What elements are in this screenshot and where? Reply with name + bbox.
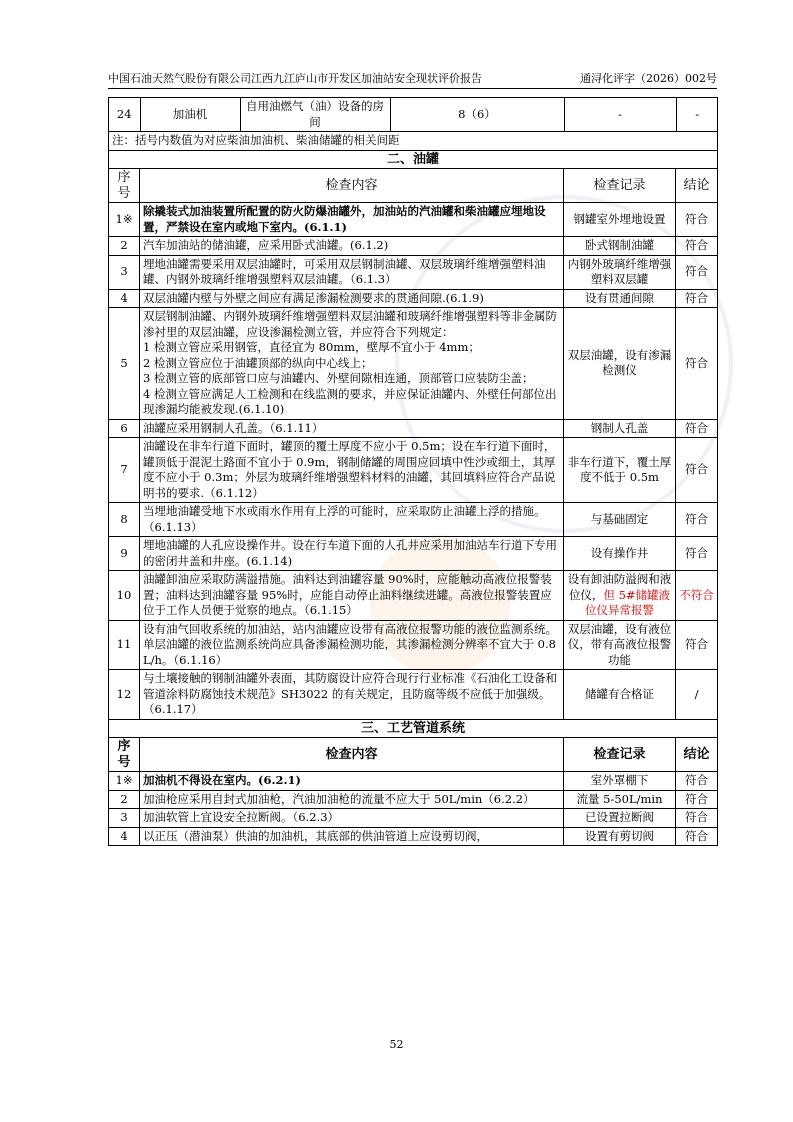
- table-row: [109, 308, 718, 420]
- row-record: 设有贯通间隙: [564, 289, 676, 308]
- row-item: 加油机: [140, 98, 240, 131]
- section-2-header-row: [109, 169, 718, 203]
- row-value: 8（6）: [390, 98, 564, 131]
- table-row: [109, 827, 718, 846]
- row-number: 10: [109, 571, 140, 621]
- row-content: [140, 308, 564, 420]
- row-record: 双层油罐，设有液位仪，带有高液位报警功能: [564, 620, 676, 670]
- header-record: 检查记录: [564, 738, 676, 772]
- header-result: 结论: [676, 169, 718, 203]
- row-number: 7: [109, 438, 140, 503]
- row-record: 与基础固定: [564, 503, 676, 537]
- table-row: [109, 438, 718, 503]
- row-number: 4: [109, 289, 140, 308]
- row-content: 当埋地油罐受地下水或雨水作用有上浮的可能时，应采取防止油罐上浮的措施。（6.1.13）: [140, 503, 564, 537]
- row-record: 已设置拉断阀: [564, 809, 676, 828]
- row-content: 加油机不得设在室内。(6.2.1): [140, 772, 564, 791]
- row-content: 埋地油罐需要采用双层油罐时，可采用双层钢制油罐、双层玻璃纤维增强塑料油罐、内钢外玻璃纤维增强塑料双层油罐。（6.1.3）: [140, 255, 564, 289]
- row-content: 油罐应采用钢制人孔盖。（6.1.11）: [140, 419, 564, 438]
- row-content: 埋地油罐的人孔应设操作井。设在行车道下面的人孔井应采用加油站车行道下专用的密闭井盖和井座。(6.1.14): [140, 537, 564, 571]
- row-content: 与土壤接触的钢制油罐外表面，其防腐设计应符合现行行业标准《石油化工设备和管道涂料防腐蚀技术规范》SH3022 的有关规定，且防腐等级不应低于加强级。（6.1.17）: [140, 670, 564, 720]
- table-row: [109, 670, 718, 720]
- section-2-title: 二、油罐: [109, 150, 718, 169]
- row-number: 5: [109, 308, 140, 420]
- row-result: 符合: [676, 255, 718, 289]
- content-line: 1 检测立管应采用钢管，直径宜为 80mm，壁厚不宜小于 4mm；: [143, 340, 480, 354]
- row-number: 1※: [109, 203, 140, 237]
- report-title: 中国石油天然气股份有限公司江西九江庐山市开发区加油站安全现状评价报告: [108, 72, 482, 85]
- row-number: 2: [109, 790, 140, 809]
- row-number: 24: [109, 98, 140, 131]
- section-3-title-row: [109, 719, 718, 738]
- row-result: 不符合: [676, 571, 718, 621]
- row-number: 6: [109, 419, 140, 438]
- table-row: [109, 203, 718, 237]
- table-row: [109, 772, 718, 791]
- row-record: 储罐有合格证: [564, 670, 676, 720]
- row-record: 双层油罐，设有渗漏检测仪: [564, 308, 676, 420]
- header-record: 检查记录: [564, 169, 676, 203]
- row-record: [564, 571, 676, 621]
- row-record: 卧式钢制油罐: [564, 237, 676, 256]
- table-row: [109, 255, 718, 289]
- row-content: 以正压（潜油泵）供油的加油机，其底部的供油管道上应设剪切阀，: [140, 827, 564, 846]
- record-warning: 但 5#储罐液位仪异常报警: [585, 587, 671, 617]
- row-result: 符合: [676, 827, 718, 846]
- row-content: 汽车加油站的储油罐，应采用卧式油罐。(6.1.2): [140, 237, 564, 256]
- row-col5: -: [564, 98, 676, 131]
- row-content: 设有油气回收系统的加油站，站内油罐应设带有高液位报警功能的液位监测系统。单层油罐的液位监测系统尚应具备渗漏检测功能，其渗漏检测分辨率不宜大于 0.8L/h。（6.1.16）: [140, 620, 564, 670]
- row-number: 4: [109, 827, 140, 846]
- row-result: 符合: [676, 620, 718, 670]
- row-result: 符合: [676, 237, 718, 256]
- content-line: 3 检测立管的底部管口应与油罐内、外壁间隙相连通，顶部管口应装防尘盖；: [143, 371, 534, 385]
- row-record: 钢罐室外埋地设置: [564, 203, 676, 237]
- row-result: /: [676, 670, 718, 720]
- row-record: 设有操作井: [564, 537, 676, 571]
- row-result: 符合: [676, 537, 718, 571]
- row-target: 自用油燃气（油）设备的房间: [240, 98, 390, 131]
- row-number: 8: [109, 503, 140, 537]
- row-number: 2: [109, 237, 140, 256]
- row-content: 油罐设在非车行道下面时，罐顶的覆土厚度不应小于 0.5m；设在车行道下面时，罐顶低于混泥土路面不宜小于 0.9m，钢制储罐的周围应回填中性沙或细土，其厚度不应小于 0.3m；外层为玻璃纤维增强塑料材料的油罐，其回填料应符合产品说明书的要求.（6.1.12）: [140, 438, 564, 503]
- table-row: [109, 503, 718, 537]
- table-row: [109, 571, 718, 621]
- header-result: 结论: [676, 738, 718, 772]
- row-result: 符合: [676, 503, 718, 537]
- record-text: 设有卸油防溢阀和液位仪，: [567, 572, 672, 602]
- row-number: 9: [109, 537, 140, 571]
- row-record: 设置有剪切阀: [564, 827, 676, 846]
- header-content: 检查内容: [140, 738, 564, 772]
- section-3-header-row: [109, 738, 718, 772]
- row-result: 符合: [676, 289, 718, 308]
- table-note: 注：括号内数值为对应柴油加油机、柴油储罐的相关间距: [109, 132, 718, 151]
- table-row: [109, 809, 718, 828]
- section-3-title: 三、工艺管道系统: [109, 719, 718, 738]
- row-number: 1※: [109, 772, 140, 791]
- table-row-prev: [109, 98, 718, 132]
- row-number: 3: [109, 809, 140, 828]
- row-record: 流量 5-50L/min: [564, 790, 676, 809]
- header-no: 序号: [109, 738, 140, 772]
- prev-row-inner: [109, 98, 718, 131]
- table-row: [109, 537, 718, 571]
- row-content: 加油枪应采用自封式加油枪，汽油加油枪的流量不应大于 50L/min（6.2.2）: [140, 790, 564, 809]
- row-result: 符合: [676, 790, 718, 809]
- row-record: 钢制人孔盖: [564, 419, 676, 438]
- report-code: 通浔化评字（2026）002号: [580, 72, 717, 85]
- row-record: 内钢外玻璃纤维增强塑料双层罐: [564, 255, 676, 289]
- note-row: [109, 132, 718, 151]
- row-result: 符合: [676, 809, 718, 828]
- row-number: 3: [109, 255, 140, 289]
- row-content: 加油软管上宜设安全拉断阀。（6.2.3）: [140, 809, 564, 828]
- row-result: 符合: [676, 308, 718, 420]
- page-number: 52: [389, 1038, 404, 1051]
- table-row: [109, 419, 718, 438]
- header-no: 序号: [109, 169, 140, 203]
- content-line: 双层钢制油罐、内钢外玻璃纤维增强塑料双层油罐和玻璃纤维增强塑料等非金属防渗衬里的双层油罐，应设渗漏检测立管，并应符合下列规定：: [143, 309, 557, 339]
- header-content: 检查内容: [140, 169, 564, 203]
- row-content: 双层油罐内壁与外壁之间应有满足渗漏检测要求的贯通间隙.(6.1.9): [140, 289, 564, 308]
- row-record: 室外罩棚下: [564, 772, 676, 791]
- table-row: [109, 620, 718, 670]
- content-line: 2 检测立管应位于油罐顶部的纵向中心线上；: [143, 355, 373, 370]
- row-col6: -: [676, 98, 718, 131]
- section-2-title-row: [109, 150, 718, 169]
- page-header: [108, 70, 717, 89]
- row-result: 符合: [676, 419, 718, 438]
- row-content: 除撬装式加油装置所配置的防火防爆油罐外，加油站的汽油罐和柴油罐应埋地设置，严禁设在室内或地下室内。(6.1.1): [140, 203, 564, 237]
- inspection-table: [108, 97, 718, 846]
- row-number: 11: [109, 620, 140, 670]
- row-content: 油罐卸油应采取防满溢措施。油料达到油罐容量 90%时，应能触动高液位报警装置；油料达到油罐容量 95%时，应能自动停止油料继续进罐。高液位报警装置应位于工作人员便于觉察的地点。（6.1.15）: [140, 571, 564, 621]
- content-line: 4 检测立管应满足人工检测和在线监测的要求，并应保证油罐内、外壁任何部位出现渗漏均能被发现.(6.1.10): [143, 386, 557, 416]
- row-result: 符合: [676, 772, 718, 791]
- table-row: [109, 790, 718, 809]
- table-row: [109, 289, 718, 308]
- row-record: 非车行道下，覆土厚度不低于 0.5m: [564, 438, 676, 503]
- row-number: 12: [109, 670, 140, 720]
- row-result: 符合: [676, 438, 718, 503]
- row-result: 符合: [676, 203, 718, 237]
- table-row: [109, 237, 718, 256]
